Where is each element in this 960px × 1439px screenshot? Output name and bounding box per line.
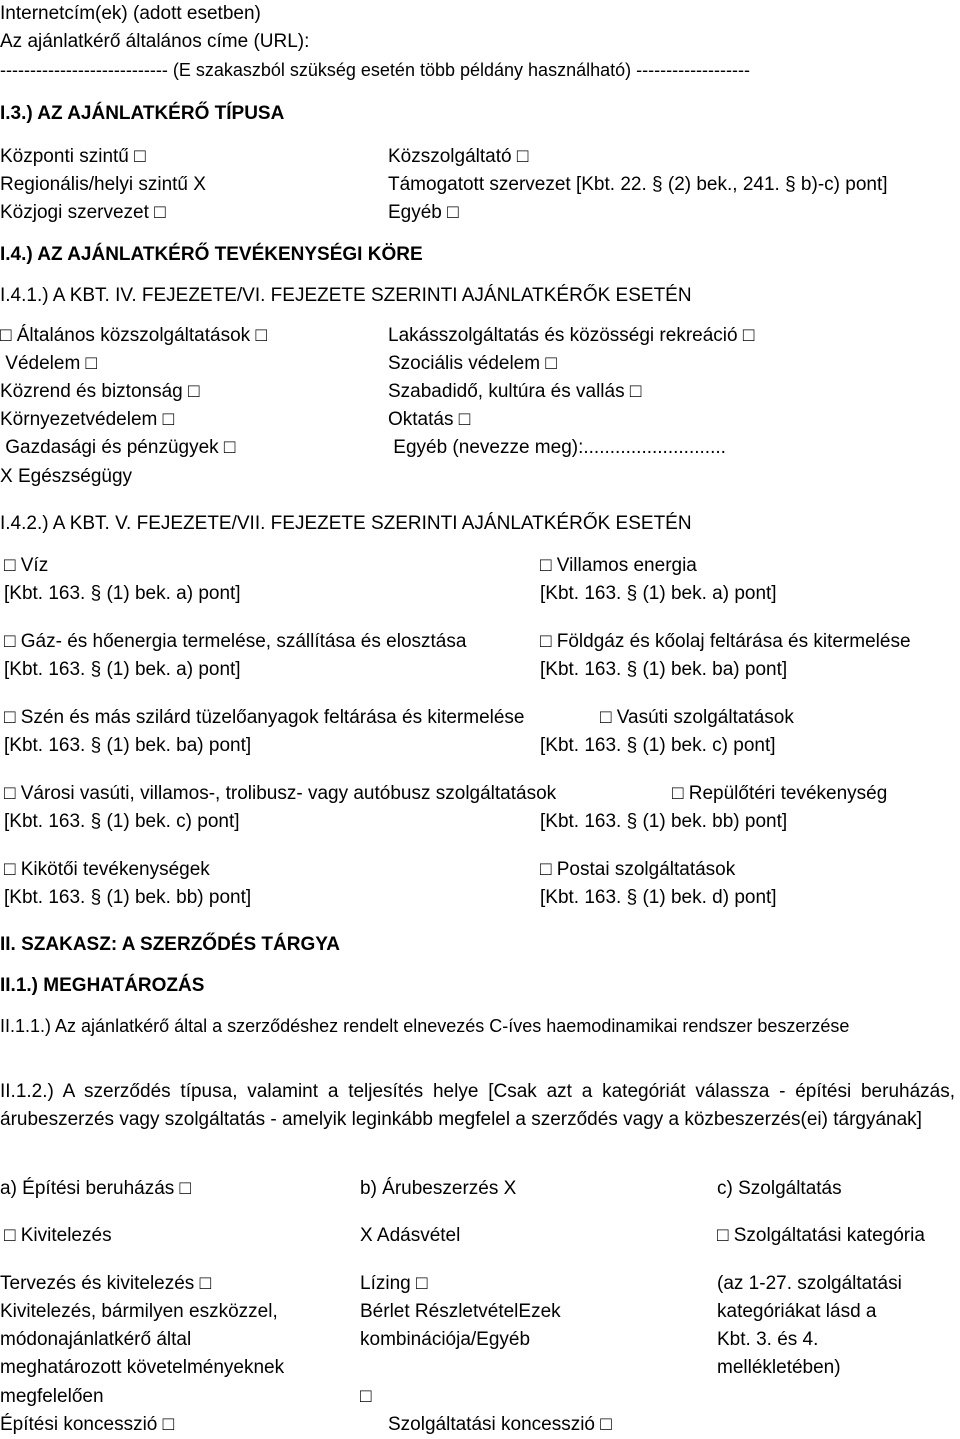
i41-left-item: □ Általános közszolgáltatások □ — [0, 325, 267, 346]
i41-left-item: X Egészségügy — [0, 466, 133, 487]
i42-item-label: □ Repülőtéri tevékenység — [672, 783, 888, 804]
section-ii-title: II. SZAKASZ: A SZERZŐDÉS TÁRGYA — [0, 934, 340, 955]
type-b-line: Lízing □ — [360, 1273, 428, 1294]
i42-item-ref: [Kbt. 163. § (1) bek. a) pont] — [540, 583, 777, 604]
type-a-line: Kivitelezés, bármilyen eszközzel, — [0, 1301, 278, 1322]
i42-item-ref: [Kbt. 163. § (1) bek. a) pont] — [4, 583, 241, 604]
i41-right-item: Szabadidő, kultúra és vallás □ — [388, 381, 642, 402]
i41-left-item: Gazdasági és pénzügyek □ — [0, 437, 236, 458]
section-i41-title: I.4.1.) A KBT. IV. FEJEZETE/VI. FEJEZETE SZERINTI AJÁNLATKÉRŐK ESETÉN — [0, 285, 692, 306]
type-c-line: kategóriákat lásd a — [717, 1301, 877, 1322]
i3-left-item: Központi szintű □ — [0, 146, 146, 167]
i42-item-label: □ Szén és más szilárd tüzelőanyagok feltárása és kitermelése — [4, 707, 525, 728]
paragraph-ii11: II.1.1.) Az ajánlatkérő által a szerződéshez rendelt elnevezés C-íves haemodinamikai rendszer beszerzése — [0, 1016, 850, 1036]
i42-item-ref: [Kbt. 163. § (1) bek. d) pont] — [540, 887, 777, 908]
type-a-last: Építési koncesszió □ — [0, 1414, 175, 1435]
i42-item-ref: [Kbt. 163. § (1) bek. a) pont] — [4, 659, 241, 680]
type-a-line: módonajánlatkérő által — [0, 1329, 192, 1350]
i42-item-ref: [Kbt. 163. § (1) bek. ba) pont] — [4, 735, 252, 756]
section-i42-title: I.4.2.) A KBT. V. FEJEZETE/VII. FEJEZETE SZERINTI AJÁNLATKÉRŐK ESETÉN — [0, 513, 692, 534]
i41-right-item: Egyéb (nevezze meg):........................... — [388, 437, 726, 458]
i42-item-label: □ Víz — [4, 555, 49, 576]
i42-item-ref: [Kbt. 163. § (1) bek. c) pont] — [540, 735, 776, 756]
header-line-2: Az ajánlatkérő általános címe (URL): — [0, 31, 310, 52]
type-b-line: kombinációja/Egyéb — [360, 1329, 531, 1350]
i42-item-label: □ Villamos energia — [540, 555, 697, 576]
type-a-sub: □ Kivitelezés — [4, 1225, 112, 1246]
type-b-label: b) Árubeszerzés X — [360, 1178, 517, 1199]
i42-item-ref: [Kbt. 163. § (1) bek. c) pont] — [4, 811, 240, 832]
i42-item-label: □ Földgáz és kőolaj feltárása és kitermelése — [540, 631, 911, 652]
paragraph-ii12: II.1.2.) A szerződés típusa, valamint a teljesítés helye [Csak azt a kategóriát válassza - építési beruházás, árubeszerzés vagy szolgáltatás - amelyik leginkább megfelel a szerződés vagy a közbeszerzés(ei) tárgyának] — [0, 1081, 955, 1130]
i42-item-label: □ Vasúti szolgáltatások — [600, 707, 794, 728]
type-a-label: a) Építési beruházás □ — [0, 1178, 192, 1199]
i41-left-item: Közrend és biztonság □ — [0, 381, 200, 402]
header-line-3: ---------------------------- (E szakaszból szükség esetén több példány használható) ------------------- — [0, 60, 751, 80]
header-line-1: Internetcím(ek) (adott esetben) — [0, 3, 261, 24]
i42-item-label: □ Kikötői tevékenységek — [4, 859, 210, 880]
i3-left-item: Közjogi szervezet □ — [0, 202, 166, 223]
type-c-line: mellékletében) — [717, 1357, 841, 1378]
i41-right-item: Oktatás □ — [388, 409, 471, 430]
type-b-sub: X Adásvétel — [360, 1225, 461, 1246]
type-c-line: (az 1-27. szolgáltatási — [717, 1273, 902, 1294]
type-a-line: meghatározott követelményeknek — [0, 1357, 285, 1378]
i42-item-label: □ Városi vasúti, villamos-, trolibusz- vagy autóbusz szolgáltatások — [4, 783, 557, 804]
i3-left-item: Regionális/helyi szintű X — [0, 174, 206, 195]
type-b-last: Szolgáltatási koncesszió □ — [388, 1414, 612, 1435]
i42-item-label: □ Gáz- és hőenergia termelése, szállítása és elosztása — [4, 631, 467, 652]
i41-left-item: Környezetvédelem □ — [0, 409, 175, 430]
type-c-line: Kbt. 3. és 4. — [717, 1329, 819, 1350]
i41-right-item: Lakásszolgáltatás és közösségi rekreáció □ — [388, 325, 755, 346]
section-i3-title: I.3.) AZ AJÁNLATKÉRŐ TÍPUSA — [0, 103, 285, 124]
i41-right-item: Szociális védelem □ — [388, 353, 557, 374]
section-i4-title: I.4.) AZ AJÁNLATKÉRŐ TEVÉKENYSÉGI KÖRE — [0, 244, 423, 265]
type-a-line: Tervezés és kivitelezés □ — [0, 1273, 212, 1294]
i41-left-item: Védelem □ — [0, 353, 98, 374]
i3-right-item: Egyéb □ — [388, 202, 459, 223]
type-c-label: c) Szolgáltatás — [717, 1178, 842, 1199]
i3-right-item: Közszolgáltató □ — [388, 146, 529, 167]
i42-item-ref: [Kbt. 163. § (1) bek. bb) pont] — [540, 811, 788, 832]
section-ii1-title: II.1.) MEGHATÁROZÁS — [0, 975, 205, 996]
type-c-sub: □ Szolgáltatási kategória — [717, 1225, 925, 1246]
i42-item-ref: [Kbt. 163. § (1) bek. bb) pont] — [4, 887, 252, 908]
i3-right-item: Támogatott szervezet [Kbt. 22. § (2) bek., 241. § b)-c) pont] — [388, 174, 888, 195]
type-b-line: Bérlet RészletvételEzek — [360, 1301, 561, 1322]
i42-item-ref: [Kbt. 163. § (1) bek. ba) pont] — [540, 659, 788, 680]
type-b-line: □ — [360, 1386, 372, 1407]
i42-item-label: □ Postai szolgáltatások — [540, 859, 736, 880]
type-a-line: megfelelően — [0, 1386, 104, 1407]
